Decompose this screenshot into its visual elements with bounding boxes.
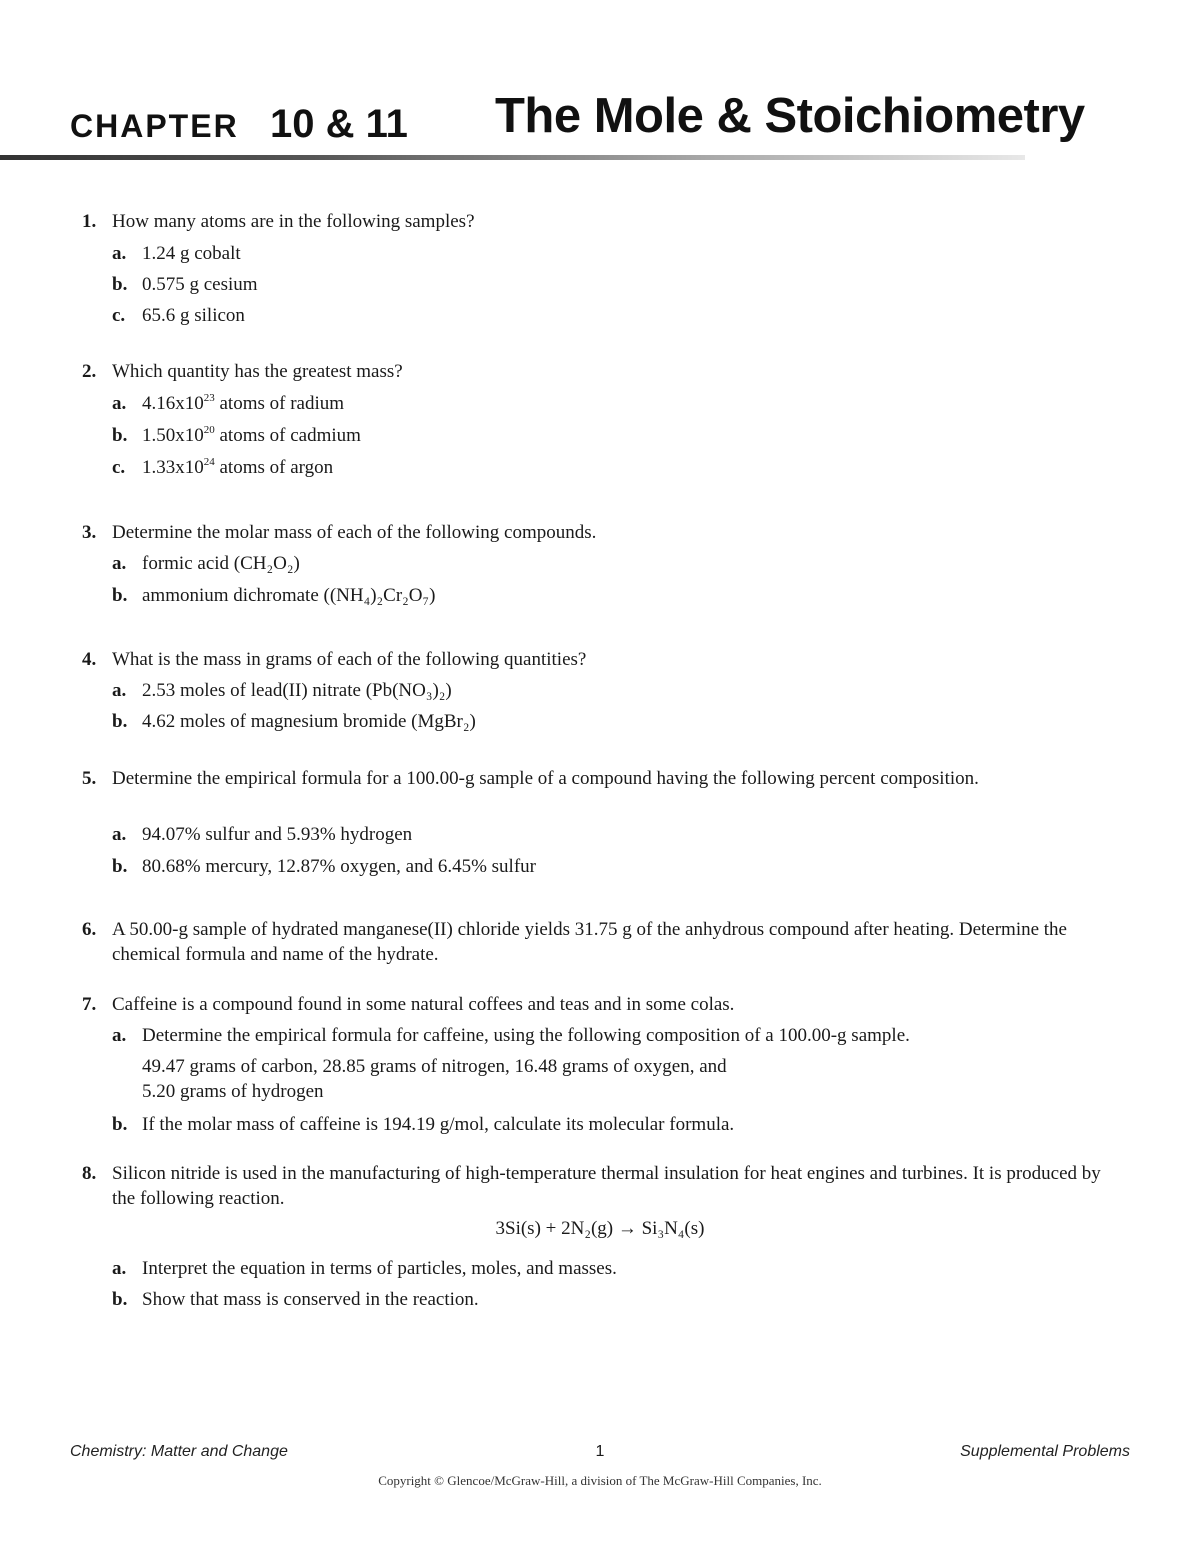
question-3 bbox=[82, 520, 1127, 545]
question-4 bbox=[82, 647, 1127, 672]
part-letter: a. bbox=[112, 553, 127, 574]
part-rest: atoms of argon bbox=[219, 457, 334, 478]
part-text: If the molar mass of caffeine is 194.19 g/mol, calculate its molecular formula. bbox=[142, 1114, 735, 1135]
chapter-header bbox=[70, 88, 1130, 148]
part-letter: a. bbox=[112, 680, 127, 701]
question-5-part-b bbox=[112, 854, 536, 879]
page-number: 1 bbox=[595, 1443, 605, 1460]
question-1-part-c bbox=[112, 303, 245, 328]
composition-line-1: 49.47 grams of carbon, 28.85 grams of nitrogen, 16.48 grams of oxygen, and bbox=[142, 1056, 727, 1077]
question-text: A 50.00-g sample of hydrated manganese(II) chloride yields 31.75 g of the anhydrous compound after heating. Determine the chemical formula and name of the hydrate. bbox=[112, 919, 1067, 965]
part-rest: atoms of cadmium bbox=[219, 425, 361, 446]
part-text: formic acid (CH₂O₂) bbox=[142, 553, 300, 574]
part-letter: c. bbox=[112, 457, 126, 478]
question-text: Silicon nitride is used in the manufacturing of high-temperature thermal insulation for heat engines and turbines. It is produced by the following reaction. bbox=[112, 1163, 1101, 1209]
question-text: Determine the molar mass of each of the following compounds. bbox=[112, 522, 597, 543]
question-1-part-a bbox=[112, 241, 241, 266]
question-text: Caffeine is a compound found in some natural coffees and teas and in some colas. bbox=[112, 994, 735, 1015]
footer-section-title: Supplemental Problems bbox=[960, 1443, 1130, 1460]
question-number: 6. bbox=[82, 919, 97, 940]
part-text bbox=[142, 455, 333, 480]
question-8-part-a bbox=[112, 1256, 617, 1281]
question-text: What is the mass in grams of each of the following quantities? bbox=[112, 649, 587, 670]
exponent: 20 bbox=[203, 424, 215, 436]
question-number: 1. bbox=[82, 211, 97, 232]
question-number: 5. bbox=[82, 768, 97, 789]
question-4-part-a bbox=[112, 678, 452, 703]
chapter-title: The Mole & Stoichiometry bbox=[495, 89, 1085, 143]
question-number: 2. bbox=[82, 361, 97, 382]
question-text: Determine the empirical formula for a 100.00-g sample of a compound having the following percent composition. bbox=[112, 768, 979, 789]
question-number: 7. bbox=[82, 994, 97, 1015]
question-3-part-a bbox=[112, 551, 300, 576]
chapter-label: CHAPTER bbox=[70, 108, 239, 144]
coefficient: 1.33 bbox=[142, 457, 176, 478]
composition-line-2: 5.20 grams of hydrogen bbox=[142, 1081, 324, 1102]
question-3-part-b bbox=[112, 583, 435, 608]
question-number: 3. bbox=[82, 522, 97, 543]
question-text: Which quantity has the greatest mass? bbox=[112, 361, 403, 382]
question-2-part-b bbox=[112, 423, 361, 448]
part-text: Show that mass is conserved in the reaction. bbox=[142, 1289, 479, 1310]
question-1-part-b bbox=[112, 272, 258, 297]
question-5 bbox=[82, 766, 992, 791]
footer-book-title: Chemistry: Matter and Change bbox=[70, 1443, 288, 1460]
part-letter: b. bbox=[112, 585, 128, 606]
question-7 bbox=[82, 992, 1127, 1017]
times-ten: x10 bbox=[175, 457, 204, 478]
part-text: 80.68% mercury, 12.87% oxygen, and 6.45% sulfur bbox=[142, 856, 536, 877]
part-letter: b. bbox=[112, 1289, 128, 1310]
part-text: 0.575 g cesium bbox=[142, 274, 258, 295]
part-text: 2.53 moles of lead(II) nitrate (Pb(NO₃)₂) bbox=[142, 680, 452, 701]
part-text: Interpret the equation in terms of particles, moles, and masses. bbox=[142, 1258, 617, 1279]
question-8-part-b bbox=[112, 1287, 479, 1312]
part-letter: b. bbox=[112, 425, 128, 446]
times-ten: x10 bbox=[175, 425, 204, 446]
question-7-part-b bbox=[112, 1112, 734, 1137]
question-number: 4. bbox=[82, 649, 97, 670]
part-letter: c. bbox=[112, 305, 126, 326]
part-text: 65.6 g silicon bbox=[142, 305, 245, 326]
question-1 bbox=[82, 209, 1127, 234]
part-text: 4.62 moles of magnesium bromide (MgBr₂) bbox=[142, 711, 476, 732]
part-text bbox=[142, 391, 344, 416]
question-4-part-b bbox=[112, 709, 476, 734]
question-text: How many atoms are in the following samples? bbox=[112, 211, 475, 232]
coefficient: 4.16 bbox=[142, 393, 176, 414]
part-rest: atoms of radium bbox=[219, 393, 345, 414]
question-6 bbox=[82, 917, 1077, 967]
question-8 bbox=[82, 1161, 1127, 1211]
part-letter: a. bbox=[112, 243, 127, 264]
part-text: Determine the empirical formula for caffeine, using the following composition of a 100.00-g sample. bbox=[142, 1025, 910, 1046]
times-ten: x10 bbox=[175, 393, 204, 414]
part-letter: a. bbox=[112, 1258, 127, 1279]
part-letter: b. bbox=[112, 274, 128, 295]
question-7-part-a bbox=[112, 1023, 910, 1048]
copyright-notice: Copyright © Glencoe/McGraw-Hill, a division of The McGraw-Hill Companies, Inc. bbox=[378, 1473, 822, 1488]
chapter-number: 10 & 11 bbox=[270, 102, 408, 146]
part-text bbox=[142, 423, 361, 448]
part-text: ammonium dichromate ((NH₄)₂Cr₂O₇) bbox=[142, 585, 436, 606]
question-2-part-a bbox=[112, 391, 344, 416]
part-letter: a. bbox=[112, 393, 127, 414]
question-number: 8. bbox=[82, 1163, 97, 1184]
part-letter: b. bbox=[112, 856, 128, 877]
part-text: 94.07% sulfur and 5.93% hydrogen bbox=[142, 824, 413, 845]
part-letter: b. bbox=[112, 1114, 128, 1135]
part-text: 1.24 g cobalt bbox=[142, 243, 241, 264]
part-letter: b. bbox=[112, 711, 128, 732]
question-2 bbox=[82, 359, 1127, 384]
question-2-part-c bbox=[112, 455, 333, 480]
exponent: 24 bbox=[203, 456, 215, 468]
part-letter: a. bbox=[112, 1025, 127, 1046]
header-divider bbox=[0, 155, 1025, 160]
coefficient: 1.50 bbox=[142, 425, 176, 446]
exponent: 23 bbox=[203, 392, 215, 404]
question-5-part-a bbox=[112, 822, 412, 847]
part-letter: a. bbox=[112, 824, 127, 845]
reaction-equation: 3Si(s) + 2N₂(g) → Si₃N₄(s) bbox=[495, 1218, 705, 1239]
